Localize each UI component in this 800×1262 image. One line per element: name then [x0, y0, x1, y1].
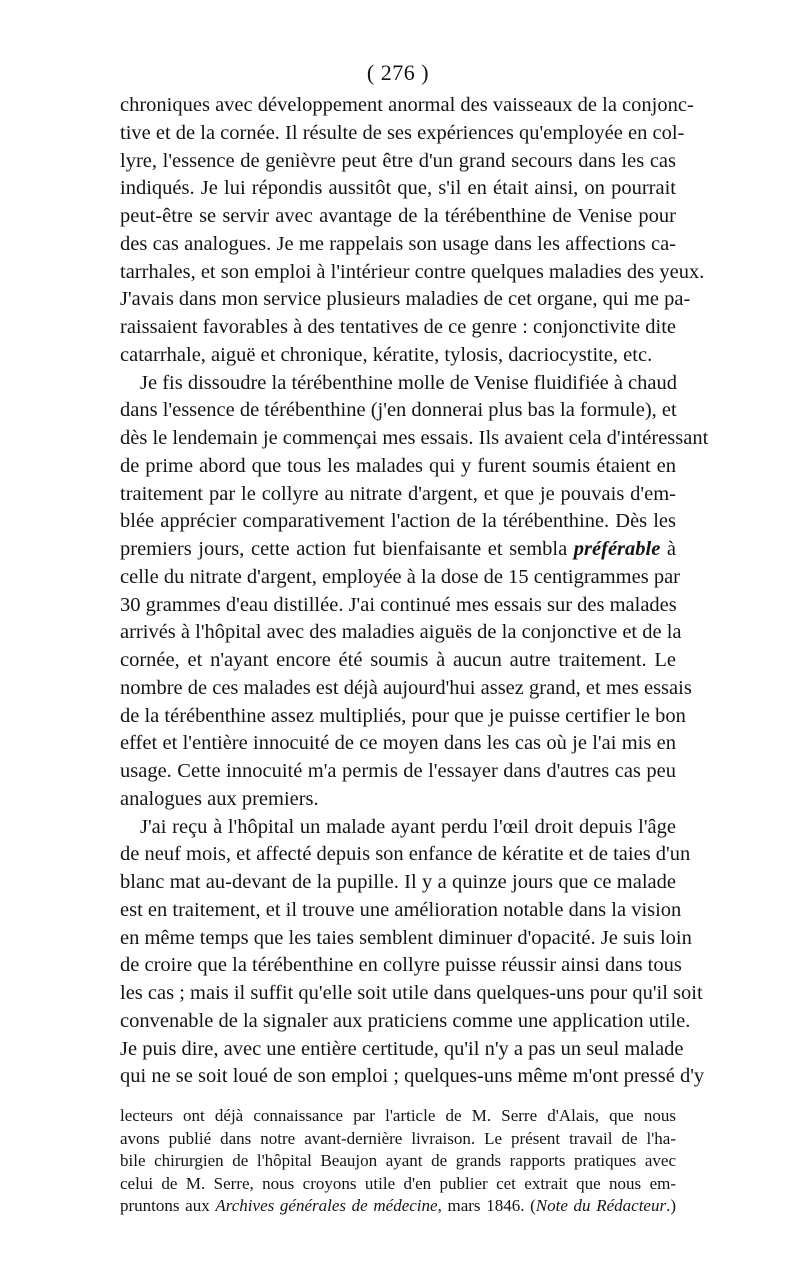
text-fragment: pruntons aux [120, 1196, 216, 1215]
text-line: lyre, l'essence de genièvre peut être d'un grand secours dans les cas [120, 149, 676, 172]
text-line: usage. Cette innocuité m'a permis de l'essayer dans d'autres cas peu [120, 760, 676, 782]
text-line: 30 grammes d'eau distillée. J'ai continué mes essais sur des malades [120, 593, 677, 616]
text-line: traitement par le collyre au nitrate d'argent, et que je pouvais d'em- [120, 482, 676, 505]
text-line: cornée, et n'ayant encore été soumis à aucun autre traitement. Le [120, 649, 676, 671]
footnote-line: lecteurs ont déjà connaissance par l'article de M. Serre d'Alais, que nous [120, 1106, 676, 1125]
text-line: qui ne se soit loué de son emploi ; quelques-uns même m'ont pressé d'y [120, 1065, 705, 1088]
main-text [120, 92, 709, 1091]
text-line: arrivés à l'hôpital avec des maladies aiguës de la conjonctive et de la [120, 621, 682, 644]
text-line: analogues aux premiers. [120, 787, 319, 810]
text-line: tarrhales, et son emploi à l'intérieur contre quelques maladies des yeux. [120, 260, 705, 283]
text-line: J'ai reçu à l'hôpital un malade ayant perdu l'œil droit depuis l'âge [140, 815, 676, 838]
text-line: blanc mat au-devant de la pupille. Il y a quinze jours que ce malade [120, 871, 676, 893]
paragraph-3 [120, 814, 705, 1092]
text-fragment: , mars 1846. ( [437, 1196, 536, 1215]
text-line: catarrhale, aiguë et chronique, kératite, tylosis, dacriocystite, etc. [120, 343, 653, 366]
text-fragment: .) [666, 1196, 677, 1215]
text-line: indiqués. Je lui répondis aussitôt que, s'il en était ainsi, on pourrait [120, 177, 676, 200]
text-line: effet et l'entière innocuité de ce moyen dans les cas où je l'ai mis en [120, 732, 676, 755]
footnote [120, 1105, 676, 1218]
paragraph-2 [120, 370, 709, 814]
footnote-line: bile chirurgien de l'hôpital Beaujon ayant de grands rapports pratiques avec [120, 1151, 676, 1170]
footnote-line: celui de M. Serre, nous croyons utile d'en publier cet extrait que nous em- [120, 1173, 676, 1193]
text-line: nombre de ces malades est déjà aujourd'hui assez grand, et mes essais [120, 676, 692, 699]
text-line: de la térébenthine assez multipliés, pour que je puisse certifier le bon [120, 704, 686, 727]
text-line: des cas analogues. Je me rappelais son usage dans les affections ca- [120, 232, 676, 255]
text-line: raissaient favorables à des tentatives de ce genre : conjonctivite dite [120, 316, 676, 338]
footnote-line-last [120, 1195, 676, 1218]
footnote-line: avons publié dans notre avant-dernière livraison. Le présent travail de l'ha- [120, 1128, 676, 1148]
text-line: tive et de la cornée. Il résulte de ses expériences qu'employée en col- [120, 121, 685, 144]
text-line: de prime abord que tous les malades qui y furent soumis étaient en [120, 454, 676, 477]
paragraph-1 [120, 92, 705, 370]
editor-note: Note du Rédacteur [535, 1196, 667, 1215]
text-line: est en traitement, et il trouve une amélioration notable dans la vision [120, 898, 682, 921]
text-line: Je puis dire, avec une entière certitude, qu'il n'y a pas un seul malade [120, 1037, 684, 1060]
text-line: dans l'essence de térébenthine (j'en donnerai plus bas la formule), et [120, 399, 677, 422]
text-line: peut-être se servir avec avantage de la térébenthine de Venise pour [120, 205, 676, 227]
text-line: de neuf mois, et affecté depuis son enfance de kératite et de taies d'un [120, 843, 691, 866]
journal-title: Archives générales de médecine [215, 1196, 438, 1215]
emphasized-word: préférable [573, 538, 661, 560]
text-line: en même temps que les taies semblent diminuer d'opacité. Je suis loin [120, 926, 692, 949]
text-line: les cas ; mais il suffit qu'elle soit utile dans quelques-uns pour qu'il soit [120, 982, 703, 1004]
text-line: blée apprécier comparativement l'action de la térébenthine. Dès les [120, 510, 676, 533]
text-line-with-emphasis [120, 536, 676, 564]
text-line: chroniques avec développement anormal des vaisseaux de la conjonc- [120, 94, 694, 116]
text-fragment: premiers jours, cette action fut bienfaisante et sembla [120, 538, 574, 560]
text-line: celle du nitrate d'argent, employée à la dose de 15 centigrammes par [120, 565, 681, 588]
text-line: J'avais dans mon service plusieurs maladies de cet organe, qui me pa- [120, 288, 691, 311]
book-page [120, 58, 709, 1218]
text-line: Je fis dissoudre la térébenthine molle de Venise fluidifiée à chaud [140, 371, 678, 394]
text-fragment: à [660, 538, 676, 560]
text-line: dès le lendemain je commençai mes essais. Ils avaient cela d'intéressant [120, 427, 709, 449]
page-number: ( 276 ) [366, 60, 430, 85]
text-line: de croire que la térébenthine en collyre puisse réussir ainsi dans tous [120, 954, 682, 977]
text-line: convenable de la signaler aux praticiens comme une application utile. [120, 1009, 691, 1032]
